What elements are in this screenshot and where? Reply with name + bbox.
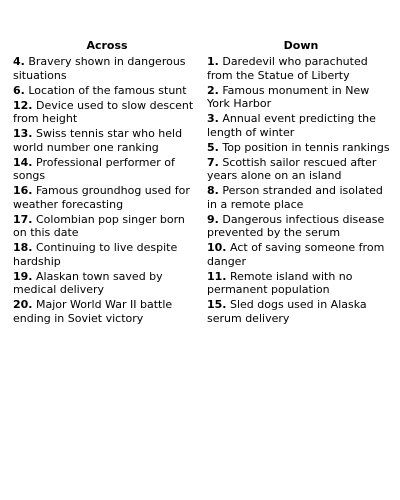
clue-text: Famous monument in New York Harbor: [207, 83, 370, 110]
clue-number: 12.: [13, 98, 33, 112]
clue-text: Location of the famous stunt: [28, 83, 187, 97]
across-clue: [13, 55, 201, 82]
clue-number: 19.: [13, 269, 33, 283]
clue-text: Continuing to live despite hardship: [13, 241, 178, 268]
across-heading: Across: [86, 39, 128, 52]
clue-number: 4.: [13, 55, 25, 68]
clue-number: 15.: [207, 298, 227, 311]
clue-number: 16.: [13, 184, 33, 197]
clue-number: 9.: [207, 212, 219, 226]
clue-number: 11.: [207, 269, 227, 283]
clue-text: Bravery shown in dangerous situations: [13, 55, 186, 82]
clue-number: 14.: [13, 155, 33, 169]
down-clue: [207, 241, 395, 268]
across-clue: [13, 270, 201, 297]
across-column: [13, 39, 201, 327]
clue-text: Swiss tennis star who held world number one ranking: [13, 127, 183, 154]
clue-text: Colombian pop singer born on this date: [13, 212, 185, 239]
down-clue: [207, 112, 395, 139]
across-clue: [13, 127, 201, 154]
down-clue-list: [207, 55, 395, 325]
clue-number: 1.: [207, 55, 219, 68]
clue-text: Top position in tennis rankings: [222, 140, 390, 154]
clue-number: 8.: [207, 184, 219, 197]
clue-number: 5.: [207, 140, 219, 154]
clue-text: Annual event predicting the length of winter: [207, 112, 376, 139]
clue-number: 2.: [207, 83, 219, 97]
down-clue: [207, 298, 395, 325]
clue-text: Sled dogs used in Alaska serum delivery: [207, 298, 367, 325]
down-clue: [207, 156, 395, 183]
clue-text: Dangerous infectious disease prevented by the serum: [207, 212, 385, 239]
down-clue: [207, 213, 395, 240]
down-heading: Down: [283, 39, 319, 52]
clue-text: Scottish sailor rescued after years alone on an island: [207, 155, 377, 182]
clue-number: 17.: [13, 212, 33, 226]
clue-text: Professional performer of songs: [13, 155, 175, 182]
clue-number: 20.: [13, 298, 33, 311]
across-clue: [13, 241, 201, 268]
clue-text: Act of saving someone from danger: [207, 241, 385, 268]
clue-text: Device used to slow descent from height: [13, 98, 194, 125]
across-clue: [13, 99, 201, 126]
clue-number: 3.: [207, 112, 219, 125]
down-column: [207, 39, 395, 327]
clue-number: 10.: [207, 241, 227, 254]
clue-number: 7.: [207, 155, 219, 169]
clue-text: Alaskan town saved by medical delivery: [13, 269, 163, 296]
clue-number: 13.: [13, 127, 33, 140]
down-clue: [207, 184, 395, 211]
across-clue: [13, 213, 201, 240]
clue-text: Remote island with no permanent population: [207, 269, 353, 296]
clue-text: Major World War II battle ending in Soviet victory: [13, 298, 173, 325]
clue-text: Famous groundhog used for weather forecasting: [13, 184, 190, 211]
down-clue: [207, 55, 395, 82]
clue-text: Person stranded and isolated in a remote place: [207, 184, 383, 211]
across-clue: [13, 184, 201, 211]
down-clue: [207, 141, 395, 155]
clue-text: Daredevil who parachuted from the Statue of Liberty: [207, 55, 368, 82]
down-clue: [207, 270, 395, 297]
clue-number: 18.: [13, 241, 33, 254]
across-clue-list: [13, 55, 201, 325]
across-clue: [13, 84, 201, 98]
across-clue: [13, 298, 201, 325]
down-clue: [207, 84, 395, 111]
clue-number: 6.: [13, 83, 25, 97]
across-clue: [13, 156, 201, 183]
